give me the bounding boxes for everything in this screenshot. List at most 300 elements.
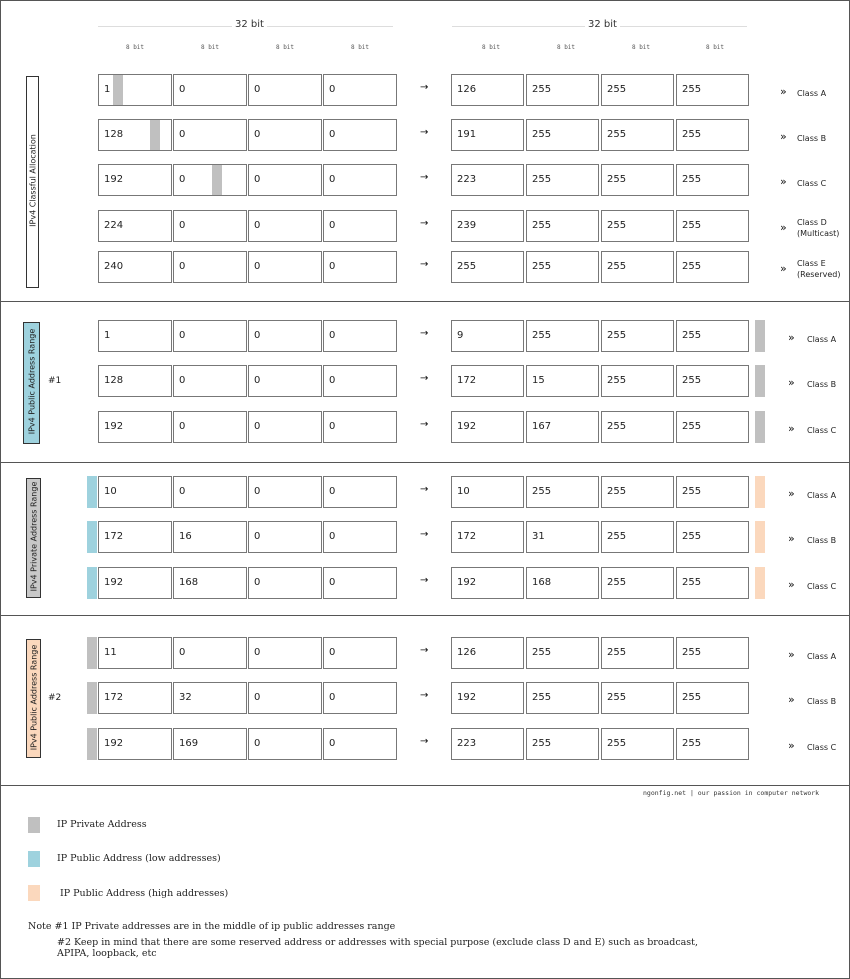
start-octet-box — [248, 365, 322, 397]
end-octet-box — [526, 728, 599, 760]
start-octet-value: 128 — [104, 129, 124, 140]
end-octet-value: 255 — [682, 330, 702, 341]
end-octet-value: 255 — [607, 174, 627, 185]
start-octet-box — [98, 210, 172, 242]
class-label: Class E — [797, 259, 826, 268]
start-octet-box — [98, 411, 172, 443]
start-octet-box — [323, 476, 397, 508]
start-octet-box — [248, 728, 322, 760]
range-arrow: → — [420, 690, 429, 701]
end-octet-box — [451, 728, 524, 760]
start-octet-value: 0 — [179, 220, 186, 231]
start-octet-value: 0 — [254, 220, 261, 231]
range-marker-right — [755, 567, 765, 599]
end-octet-value: 191 — [457, 129, 477, 140]
start-octet-value: 0 — [329, 261, 336, 272]
end-octet-box — [601, 682, 674, 714]
start-octet-value: 0 — [329, 577, 336, 588]
end-octet-value: 255 — [607, 738, 627, 749]
start-octet-value: 0 — [329, 220, 336, 231]
end-octet-value: 255 — [532, 84, 552, 95]
end-octet-value: 255 — [607, 577, 627, 588]
start-octet-box — [98, 320, 172, 352]
start-octet-box — [98, 74, 172, 106]
start-octet-box — [173, 411, 247, 443]
start-octet-box — [173, 682, 247, 714]
range-marker-left — [87, 728, 97, 760]
start-octet-value: 0 — [329, 375, 336, 386]
section-label: IPv4 Classful Allocation — [28, 134, 37, 227]
end-octet-value: 255 — [682, 174, 702, 185]
class-label: Class B — [807, 380, 837, 389]
start-octet-value: 0 — [329, 647, 336, 658]
start-octet-value: 0 — [254, 261, 261, 272]
end-octet-box — [601, 521, 674, 553]
end-octet-value: 255 — [532, 220, 552, 231]
chevron-icon: » — [788, 331, 795, 344]
class-label: Class D — [797, 218, 827, 227]
end-octet-box — [526, 74, 599, 106]
end-octet-value: 255 — [607, 375, 627, 386]
range-arrow: → — [420, 736, 429, 747]
end-octet-value: 255 — [532, 647, 552, 658]
end-octet-box — [451, 164, 524, 196]
class-sublabel: (Multicast) — [797, 229, 840, 238]
end-octet-value: 192 — [457, 692, 477, 703]
start-octet-value: 0 — [329, 692, 336, 703]
note-1: Note #1 IP Private addresses are in the middle of ip public addresses range — [28, 921, 396, 932]
start-octet-box — [323, 728, 397, 760]
end-octet-box — [526, 320, 599, 352]
start-octet-box — [323, 637, 397, 669]
start-octet-box — [323, 521, 397, 553]
start-octet-value: 0 — [254, 375, 261, 386]
range-arrow: → — [420, 645, 429, 656]
end-octet-box — [601, 210, 674, 242]
octet-bit-label: 8 bit — [481, 44, 501, 51]
end-octet-box — [676, 411, 749, 443]
octet-bit-label: 8 bit — [125, 44, 145, 51]
end-octet-value: 255 — [682, 375, 702, 386]
start-octet-value: 0 — [329, 174, 336, 185]
section-footnote-ref: #2 — [48, 693, 62, 703]
end-octet-box — [676, 365, 749, 397]
start-octet-value: 192 — [104, 738, 124, 749]
end-octet-box — [526, 411, 599, 443]
start-octet-value: 0 — [254, 738, 261, 749]
start-octet-value: 169 — [179, 738, 199, 749]
start-octet-value: 192 — [104, 577, 124, 588]
start-octet-box — [323, 411, 397, 443]
range-marker-right — [755, 521, 765, 553]
end-octet-value: 255 — [607, 129, 627, 140]
range-arrow: → — [420, 172, 429, 183]
start-octet-box — [98, 728, 172, 760]
end-octet-box — [601, 251, 674, 283]
chevron-icon: » — [780, 85, 787, 98]
start-octet-box — [173, 365, 247, 397]
chevron-icon: » — [788, 487, 795, 500]
start-octet-value: 0 — [329, 84, 336, 95]
start-octet-box — [248, 521, 322, 553]
legend-public-high-label: IP Public Address (high addresses) — [60, 888, 229, 899]
start-octet-value: 172 — [104, 692, 124, 703]
chevron-icon: » — [788, 648, 795, 661]
start-octet-value: 0 — [179, 129, 186, 140]
start-octet-box — [98, 476, 172, 508]
end-octet-value: 255 — [607, 421, 627, 432]
class-label: Class A — [807, 491, 837, 500]
start-octet-value: 0 — [179, 375, 186, 386]
start-octet-box — [98, 365, 172, 397]
end-octet-value: 255 — [682, 531, 702, 542]
start-octet-value: 0 — [179, 486, 186, 497]
end-octet-value: 255 — [607, 692, 627, 703]
class-label: Class A — [797, 89, 827, 98]
end-octet-value: 255 — [607, 486, 627, 497]
start-octet-box — [323, 251, 397, 283]
start-octet-box — [173, 476, 247, 508]
start-octet-box — [248, 411, 322, 443]
end-octet-value: 255 — [607, 220, 627, 231]
end-octet-box — [526, 476, 599, 508]
start-octet-box — [98, 521, 172, 553]
end-octet-box — [676, 119, 749, 151]
end-octet-box — [526, 365, 599, 397]
end-octet-box — [676, 210, 749, 242]
end-octet-value: 31 — [532, 531, 545, 542]
end-octet-value: 223 — [457, 738, 477, 749]
start-octet-box — [248, 210, 322, 242]
end-octet-box — [526, 251, 599, 283]
start-octet-box — [323, 164, 397, 196]
octet-bit-label: 8 bit — [705, 44, 725, 51]
range-marker-left — [87, 476, 97, 508]
end-octet-box — [601, 164, 674, 196]
end-octet-value: 255 — [682, 647, 702, 658]
end-octet-value: 167 — [532, 421, 552, 432]
end-octet-box — [601, 476, 674, 508]
end-octet-box — [451, 682, 524, 714]
site-credit: ngonfig.net | our passion in computer network — [643, 789, 820, 797]
octet-bit-label: 8 bit — [350, 44, 370, 51]
chevron-icon: » — [788, 578, 795, 591]
start-octet-value: 192 — [104, 174, 124, 185]
start-octet-value: 0 — [254, 577, 261, 588]
end-octet-box — [676, 164, 749, 196]
note-2: #2 Keep in mind that there are some reserved address or addresses with special purpose (exclude class D and E) such as broadcast, — [57, 937, 699, 948]
bits-header-right: 32 bit — [585, 19, 620, 30]
end-octet-box — [451, 567, 524, 599]
start-octet-box — [173, 637, 247, 669]
chevron-icon: » — [788, 376, 795, 389]
start-octet-box — [98, 682, 172, 714]
section-label: IPv4 Public Address Range — [27, 328, 36, 435]
start-octet-value: 0 — [179, 330, 186, 341]
end-octet-box — [526, 521, 599, 553]
class-label: Class C — [807, 582, 837, 591]
range-marker-right — [755, 476, 765, 508]
end-octet-box — [676, 728, 749, 760]
end-octet-value: 168 — [532, 577, 552, 588]
range-arrow: → — [420, 373, 429, 384]
range-marker-right — [755, 365, 765, 397]
end-octet-box — [676, 637, 749, 669]
bits-header-left: 32 bit — [232, 19, 267, 30]
end-octet-box — [451, 365, 524, 397]
start-octet-value: 0 — [179, 84, 186, 95]
end-octet-value: 9 — [457, 330, 464, 341]
end-octet-box — [601, 411, 674, 443]
start-octet-value: 128 — [104, 375, 124, 386]
end-octet-value: 192 — [457, 577, 477, 588]
start-octet-box — [98, 251, 172, 283]
start-octet-box — [248, 164, 322, 196]
start-octet-value: 11 — [104, 647, 117, 658]
start-octet-value: 1 — [104, 84, 111, 95]
start-octet-value: 0 — [254, 647, 261, 658]
start-octet-box — [248, 320, 322, 352]
end-octet-value: 172 — [457, 375, 477, 386]
end-octet-box — [676, 567, 749, 599]
end-octet-box — [526, 637, 599, 669]
start-octet-box — [323, 365, 397, 397]
end-octet-box — [526, 567, 599, 599]
start-octet-box — [98, 164, 172, 196]
end-octet-box — [676, 74, 749, 106]
octet-bit-label: 8 bit — [556, 44, 576, 51]
chevron-icon: » — [780, 130, 787, 143]
start-octet-value: 0 — [254, 330, 261, 341]
range-arrow: → — [420, 575, 429, 586]
end-octet-box — [451, 74, 524, 106]
end-octet-box — [676, 682, 749, 714]
end-octet-value: 255 — [682, 421, 702, 432]
start-octet-value: 224 — [104, 220, 124, 231]
start-octet-box — [248, 74, 322, 106]
end-octet-box — [676, 476, 749, 508]
start-octet-box — [173, 251, 247, 283]
end-octet-value: 255 — [682, 738, 702, 749]
range-arrow: → — [420, 529, 429, 540]
octet-bit-label: 8 bit — [275, 44, 295, 51]
end-octet-box — [451, 210, 524, 242]
end-octet-value: 172 — [457, 531, 477, 542]
end-octet-value: 255 — [532, 174, 552, 185]
start-octet-box — [248, 251, 322, 283]
end-octet-box — [601, 119, 674, 151]
end-octet-value: 255 — [532, 330, 552, 341]
chevron-icon: » — [780, 175, 787, 188]
end-octet-value: 10 — [457, 486, 470, 497]
start-octet-box — [173, 320, 247, 352]
start-octet-value: 0 — [254, 421, 261, 432]
start-octet-box — [173, 728, 247, 760]
range-marker-left — [87, 567, 97, 599]
end-octet-value: 255 — [532, 486, 552, 497]
end-octet-box — [451, 251, 524, 283]
section-divider — [0, 301, 850, 302]
range-arrow: → — [420, 484, 429, 495]
end-octet-box — [451, 119, 524, 151]
end-octet-value: 255 — [532, 129, 552, 140]
end-octet-value: 223 — [457, 174, 477, 185]
start-octet-box — [173, 164, 247, 196]
end-octet-value: 239 — [457, 220, 477, 231]
end-octet-value: 15 — [532, 375, 545, 386]
start-octet-box — [173, 74, 247, 106]
start-octet-box — [248, 637, 322, 669]
start-octet-value: 0 — [329, 330, 336, 341]
start-octet-value: 0 — [254, 531, 261, 542]
start-octet-value: 192 — [104, 421, 124, 432]
boundary-bit-marker — [113, 75, 123, 105]
end-octet-value: 255 — [682, 84, 702, 95]
start-octet-box — [323, 210, 397, 242]
chevron-icon: » — [788, 739, 795, 752]
section-label: IPv4 Private Address Range — [29, 481, 38, 592]
start-octet-value: 0 — [329, 531, 336, 542]
octet-bit-label: 8 bit — [200, 44, 220, 51]
range-marker-left — [87, 637, 97, 669]
start-octet-value: 0 — [329, 129, 336, 140]
class-label: Class A — [807, 652, 837, 661]
end-octet-box — [601, 365, 674, 397]
end-octet-value: 126 — [457, 647, 477, 658]
section-divider — [0, 462, 850, 463]
end-octet-box — [601, 320, 674, 352]
start-octet-box — [248, 682, 322, 714]
start-octet-box — [323, 119, 397, 151]
range-marker-left — [87, 521, 97, 553]
range-arrow: → — [420, 419, 429, 430]
start-octet-value: 16 — [179, 531, 192, 542]
start-octet-value: 0 — [179, 421, 186, 432]
class-sublabel: (Reserved) — [797, 270, 841, 279]
class-label: Class C — [807, 426, 837, 435]
end-octet-value: 255 — [457, 261, 477, 272]
range-marker-right — [755, 320, 765, 352]
start-octet-value: 1 — [104, 330, 111, 341]
range-arrow: → — [420, 259, 429, 270]
end-octet-box — [601, 567, 674, 599]
end-octet-value: 255 — [682, 692, 702, 703]
end-octet-value: 255 — [532, 261, 552, 272]
end-octet-value: 192 — [457, 421, 477, 432]
start-octet-box — [248, 119, 322, 151]
end-octet-box — [601, 728, 674, 760]
start-octet-value: 168 — [179, 577, 199, 588]
end-octet-box — [451, 411, 524, 443]
start-octet-value: 10 — [104, 486, 117, 497]
class-label: Class A — [807, 335, 837, 344]
start-octet-box — [173, 210, 247, 242]
end-octet-box — [526, 210, 599, 242]
boundary-bit-marker — [212, 165, 222, 195]
start-octet-box — [323, 320, 397, 352]
end-octet-value: 255 — [532, 692, 552, 703]
start-octet-box — [323, 74, 397, 106]
start-octet-value: 0 — [179, 174, 186, 185]
range-arrow: → — [420, 218, 429, 229]
class-label: Class C — [807, 743, 837, 752]
end-octet-value: 255 — [607, 531, 627, 542]
legend-swatch-public-low — [28, 851, 40, 867]
end-octet-box — [601, 637, 674, 669]
start-octet-box — [98, 119, 172, 151]
end-octet-box — [676, 521, 749, 553]
legend-swatch-public-high — [28, 885, 40, 901]
chevron-icon: » — [780, 262, 787, 275]
note-2-continued: APIPA, loopback, etc — [57, 948, 157, 959]
class-label: Class B — [807, 536, 837, 545]
start-octet-value: 0 — [329, 738, 336, 749]
start-octet-value: 32 — [179, 692, 192, 703]
section-footnote-ref: #1 — [48, 376, 62, 386]
start-octet-box — [173, 119, 247, 151]
legend-private-label: IP Private Address — [57, 819, 147, 830]
start-octet-box — [323, 567, 397, 599]
end-octet-box — [601, 74, 674, 106]
end-octet-box — [526, 164, 599, 196]
range-marker-left — [87, 682, 97, 714]
octet-bit-label: 8 bit — [631, 44, 651, 51]
start-octet-box — [98, 637, 172, 669]
start-octet-value: 0 — [254, 486, 261, 497]
range-arrow: → — [420, 127, 429, 138]
start-octet-value: 0 — [329, 486, 336, 497]
range-marker-right — [755, 411, 765, 443]
chevron-icon: » — [780, 221, 787, 234]
start-octet-box — [248, 567, 322, 599]
class-label: Class C — [797, 179, 827, 188]
class-label: Class B — [807, 697, 837, 706]
end-octet-box — [451, 476, 524, 508]
end-octet-value: 255 — [607, 84, 627, 95]
legend-swatch-private — [28, 817, 40, 833]
end-octet-value: 255 — [682, 220, 702, 231]
start-octet-value: 240 — [104, 261, 124, 272]
end-octet-value: 255 — [607, 330, 627, 341]
class-label: Class B — [797, 134, 827, 143]
range-arrow: → — [420, 82, 429, 93]
range-arrow: → — [420, 328, 429, 339]
section-divider — [0, 615, 850, 616]
start-octet-box — [248, 476, 322, 508]
legend-public-low-label: IP Public Address (low addresses) — [57, 853, 221, 864]
end-octet-value: 255 — [607, 261, 627, 272]
end-octet-value: 255 — [682, 261, 702, 272]
end-octet-box — [526, 119, 599, 151]
end-octet-value: 255 — [682, 486, 702, 497]
start-octet-value: 0 — [254, 84, 261, 95]
chevron-icon: » — [788, 532, 795, 545]
boundary-bit-marker — [150, 120, 160, 150]
end-octet-value: 126 — [457, 84, 477, 95]
start-octet-value: 0 — [254, 129, 261, 140]
start-octet-box — [173, 567, 247, 599]
start-octet-value: 0 — [254, 692, 261, 703]
end-octet-box — [676, 320, 749, 352]
end-octet-box — [526, 682, 599, 714]
start-octet-value: 0 — [329, 421, 336, 432]
end-octet-value: 255 — [682, 577, 702, 588]
chevron-icon: » — [788, 422, 795, 435]
end-octet-box — [451, 521, 524, 553]
start-octet-box — [323, 682, 397, 714]
start-octet-value: 172 — [104, 531, 124, 542]
chevron-icon: » — [788, 693, 795, 706]
